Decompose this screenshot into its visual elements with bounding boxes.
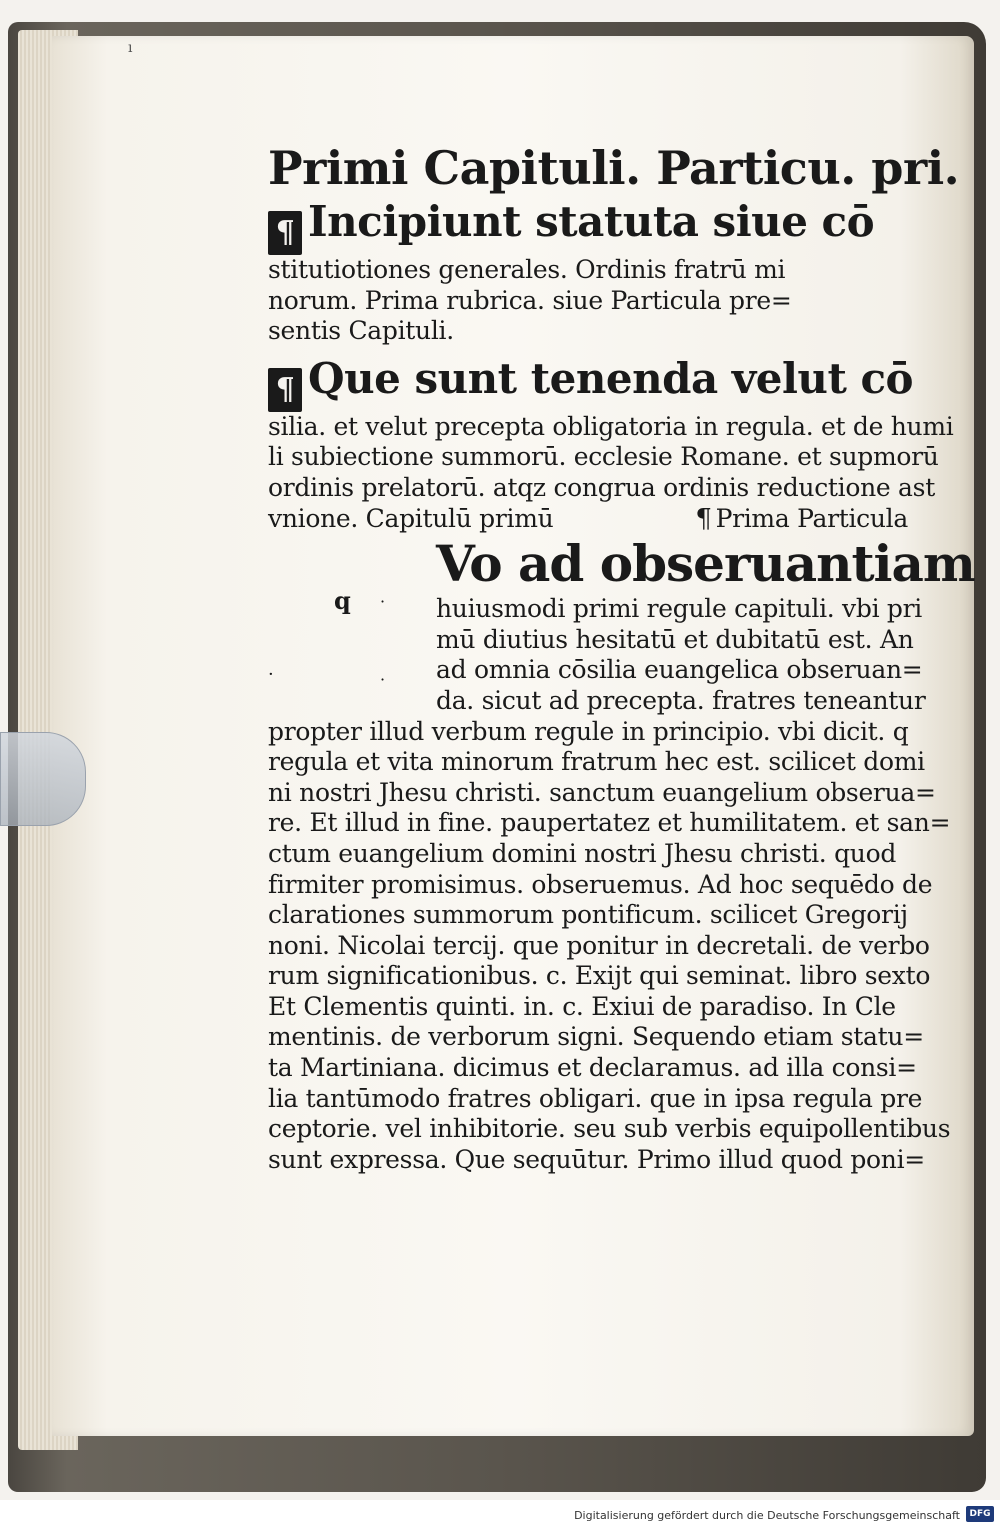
guide-letter: q — [334, 586, 351, 616]
section1-line: norum. Prima rubrica. siue Particula pre= — [268, 285, 792, 315]
section2-line: silia. et velut precepta obligatoria in regula. et de humi — [268, 411, 954, 441]
incipit-text — [436, 534, 975, 716]
pilcrow-icon: ¶ — [268, 368, 302, 412]
body-line: firmiter promisimus. obseruemus. Ad hoc sequēdo de — [268, 869, 933, 899]
ink-dot: · — [380, 592, 386, 612]
section2-line: vnione. Capitulū primū — [268, 503, 554, 533]
incipit-line: huiusmodi primi regule capituli. vbi pri — [436, 594, 922, 624]
subhead-text: Prima Particula — [715, 503, 908, 533]
section2-line: ordinis prelatorū. atqz congrua ordinis reductione ast — [268, 472, 935, 502]
footer-bar — [0, 1500, 1000, 1526]
ink-dot: · — [380, 670, 386, 690]
text-block — [268, 140, 975, 1175]
incipit-heading: Vo ad obseruantiam — [436, 534, 975, 594]
section2-heading-text: Que sunt tenenda velut cō — [308, 353, 914, 403]
incipit-line: mū diutius hesitatū et dubitatū est. An — [436, 624, 914, 654]
body-line: rum significationibus. c. Exijt qui seminat. libro sexto — [268, 961, 931, 991]
incipit-line: da. sicut ad precepta. fratres teneantur — [436, 685, 926, 715]
incipit-line: ad omnia cōsilia euangelica obseruan= — [436, 655, 923, 685]
section2-line: li subiectione summorū. ecclesie Romane. et supmorū — [268, 442, 939, 472]
pilcrow-icon: ¶ — [695, 503, 712, 534]
section1-line: stitutiotiones generales. Ordinis fratrū mi — [268, 255, 786, 284]
body-line: noni. Nicolai tercij. que ponitur in decretali. de verbo — [268, 930, 930, 960]
section1-line: sentis Capituli. — [268, 316, 454, 346]
body-line: ctum euangelium domini nostri Jhesu christi. quod — [268, 838, 897, 868]
body-line: re. Et illud in fine. paupertatez et humilitatem. et san= — [268, 808, 951, 838]
section1-heading-text: Incipiunt statuta siue cō — [308, 197, 875, 246]
dfg-logo-icon: DFG — [966, 1506, 994, 1522]
body-line: regula et vita minorum fratrum hec est. scilicet domi — [268, 747, 925, 777]
body-line: sunt expressa. Que sequūtur. Primo illud quod poni= — [268, 1144, 925, 1174]
body-line: ceptorie. vel inhibitorie. seu sub verbis equipollentibus — [268, 1114, 951, 1144]
body-line: mentinis. de verborum signi. Sequendo etiam statu= — [268, 1022, 924, 1052]
page-corner-mark: ı — [128, 40, 133, 56]
initial-space — [268, 534, 428, 690]
body-line: propter illud verbum regule in principio. vbi dicit. q — [268, 716, 909, 746]
funding-notice: Digitalisierung gefördert durch die Deutsche Forschungsgemeinschaft — [574, 1509, 960, 1522]
body-line: Et Clementis quinti. in. c. Exiui de paradiso. In Cle — [268, 991, 896, 1021]
body-line: ni nostri Jhesu christi. sanctum euangelium obserua= — [268, 777, 936, 807]
section2-heading — [268, 353, 914, 412]
body-line: lia tantūmodo fratres obligari. que in ipsa regula pre — [268, 1083, 923, 1113]
section1-heading — [268, 196, 908, 255]
pilcrow-icon: ¶ — [268, 211, 302, 255]
section2-last-line — [268, 504, 908, 535]
body-line: clarationes summorum pontificum. scilicet Gregorij — [268, 900, 908, 930]
body-line: ta Martiniana. dicimus et declaramus. ad illa consi= — [268, 1053, 917, 1083]
section2-subhead — [695, 504, 908, 535]
running-head: Primi Capituli. Particu. pri. — [268, 141, 960, 195]
page-clip — [0, 732, 86, 826]
ink-dot: · — [268, 664, 274, 686]
incipit-block — [268, 534, 975, 716]
